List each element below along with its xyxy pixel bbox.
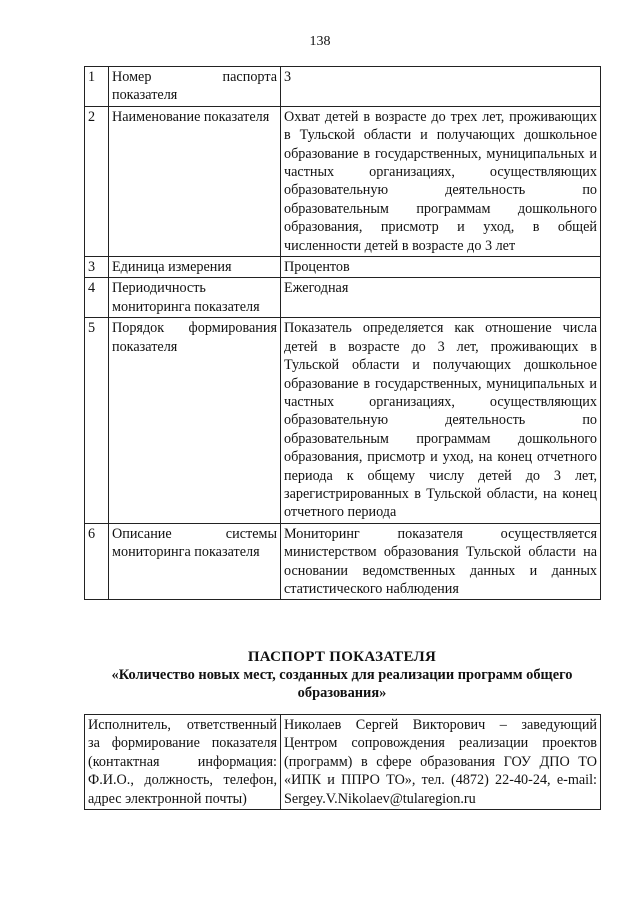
row-label: Периодичность мониторинга показателя <box>109 278 281 318</box>
executor-table <box>84 714 601 810</box>
row-value: Мониторинг показателя осуществляется министерством образования Тульской области на основании ведомственных данных и данных статистического наблюдения <box>281 523 601 600</box>
table-row <box>85 318 601 523</box>
row-label: Описание системы мониторинга показателя <box>109 523 281 600</box>
page-number: 138 <box>309 34 331 49</box>
table-row <box>85 523 601 600</box>
row-label: Наименование показателя <box>109 106 281 256</box>
row-number: 6 <box>85 523 109 600</box>
executor-label: Исполнитель, ответственный за формирование показателя (контактная информация: Ф.И.О., должность, телефон, адрес электронной почты) <box>85 715 281 810</box>
row-number: 1 <box>85 67 109 107</box>
row-label: Номер паспорта показателя <box>109 67 281 107</box>
row-label: Единица измерения <box>109 257 281 278</box>
executor-contact: Николаев Сергей Викторович – заведующий Центром сопровождения реализации проектов (программ) в сфере образования ГОУ ДПО ТО «ИПК и ППРО ТО», тел. (4872) 22-40-24, e-mail: Sergey.V.Nikolaev@tularegion.ru <box>281 715 601 810</box>
table-row <box>85 106 601 256</box>
row-value: Ежегодная <box>281 278 601 318</box>
row-value: Охват детей в возрасте до трех лет, проживающих в Тульской области и получающих дошкольное образование в государственных, муниципальных и частных организациях, осуществляющих образовательную деятельность по образовательным программам дошкольного образования, присмотр и уход, в общей численности детей в возрасте до 3 лет <box>281 106 601 256</box>
row-label: Порядок формирования показателя <box>109 318 281 523</box>
passport-subtitle: «Количество новых мест, созданных для реализации программ общего образования» <box>111 667 573 701</box>
row-number: 4 <box>85 278 109 318</box>
row-number: 3 <box>85 257 109 278</box>
passport-table <box>84 66 601 600</box>
table-row <box>85 278 601 318</box>
table-row <box>85 715 601 810</box>
row-value: 3 <box>281 67 601 107</box>
row-value: Показатель определяется как отношение числа детей в возрасте до 3 лет, проживающих в Тульской области и получающих дошкольное образование в государственных, муниципальных и частных организациях, осуществляющих образовательную деятельность по образовательным программам дошкольного образования, присмотр и уход, на конец отчетного периода к общему числу детей до 3 лет, зарегистрированных в Тульской области, на конец отчетного периода <box>281 318 601 523</box>
row-value: Процентов <box>281 257 601 278</box>
row-number: 2 <box>85 106 109 256</box>
table-row <box>85 67 601 107</box>
passport-heading: ПАСПОРТ ПОКАЗАТЕЛЯ <box>247 649 437 665</box>
table-row <box>85 257 601 278</box>
row-number: 5 <box>85 318 109 523</box>
